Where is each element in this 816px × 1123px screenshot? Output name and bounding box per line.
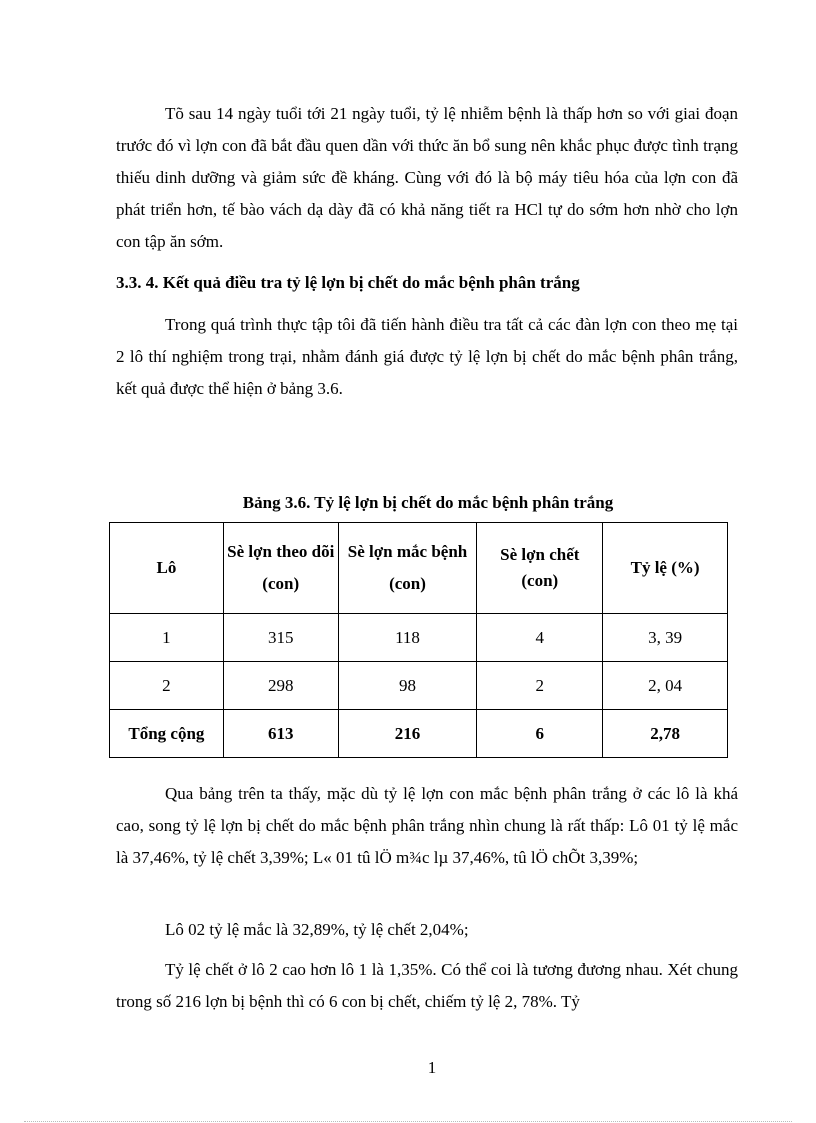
cell-ty-le: 3, 39 <box>603 614 728 662</box>
table-row <box>110 662 728 710</box>
cell-theo-doi: 315 <box>223 614 338 662</box>
header-chet-label: Sè lợn chết <box>500 545 580 564</box>
header-lo: Lô <box>110 523 224 614</box>
paragraph-survey <box>116 309 738 405</box>
paragraph-text: Qua bảng trên ta thấy, mặc dù tỷ lệ lợn con mắc bệnh phân trắng ở các lô là khá cao, song tỷ lệ lợn bị chết do mắc bệnh phân trắng nhìn chung là rất thấp: Lô 01 tỷ lệ mắc là 37,46%, tỷ lệ chết 3,39%; L« 01 tû lÖ m¾c lµ 37,46%, tû lÖ chÕt 3,39%; <box>116 784 738 867</box>
header-theo-doi-unit: (con) <box>262 574 300 593</box>
cell-ty-le: 2, 04 <box>603 662 728 710</box>
footer-divider <box>24 1121 792 1122</box>
cell-total-theo-doi: 613 <box>223 710 338 758</box>
data-table <box>109 522 728 758</box>
cell-total-ty-le: 2,78 <box>603 710 728 758</box>
header-theo-doi <box>223 523 338 614</box>
paragraph-intro-age <box>116 98 738 258</box>
table-row <box>110 614 728 662</box>
paragraph-text: Tõ sau 14 ngày tuổi tới 21 ngày tuổi, tỷ lệ nhiễm bệnh là thấp hơn so với giai đoạn trước đó vì lợn con đã bắt đầu quen dần với thức ăn bổ sung nên khắc phục được tình trạng thiếu dinh dưỡng và giảm sức đề kháng. Cùng với đó là bộ máy tiêu hóa của lợn con đã phát triển hơn, tế bào vách dạ dày đã có khả năng tiết ra HCl tự do sớm hơn nhờ cho lợn con tập ăn sớm. <box>116 104 738 251</box>
header-chet <box>477 523 603 614</box>
cell-chet: 2 <box>477 662 603 710</box>
cell-lo: 1 <box>110 614 224 662</box>
cell-total-chet: 6 <box>477 710 603 758</box>
page-number: 1 <box>427 1058 437 1077</box>
cell-total-label: Tổng cộng <box>110 710 224 758</box>
table-header-row <box>110 523 728 614</box>
header-theo-doi-label: Sè lợn theo dõi <box>227 542 335 561</box>
cell-mac-benh: 98 <box>338 662 477 710</box>
cell-mac-benh: 118 <box>338 614 477 662</box>
header-ty-le: Tỷ lệ (%) <box>603 523 728 614</box>
header-mac-benh-label: Sè lợn mắc bệnh <box>347 542 468 561</box>
paragraph-comparison <box>116 954 738 1018</box>
table-caption: Bảng 3.6. Tỷ lệ lợn bị chết do mắc bệnh phân trắng <box>242 493 614 512</box>
paragraph-lot2 <box>116 914 738 946</box>
table-total-row <box>110 710 728 758</box>
paragraph-text: Trong quá trình thực tập tôi đã tiến hành điều tra tất cả các đàn lợn con theo mẹ tại 2 lô thí nghiệm trong trại, nhằm đánh giá được tỷ lệ lợn bị chết do mắc bệnh phân trắng, kết quả được thể hiện ở bảng 3.6. <box>116 315 738 398</box>
header-mac-benh-unit: (con) <box>389 574 426 593</box>
section-heading: 3.3. 4. Kết quả điều tra tỷ lệ lợn bị chết do mắc bệnh phân trắng <box>116 273 580 292</box>
paragraph-text: Lô 02 tỷ lệ mắc là 32,89%, tỷ lệ chết 2,04%; <box>165 920 469 939</box>
cell-chet: 4 <box>477 614 603 662</box>
cell-total-mac-benh: 216 <box>338 710 477 758</box>
cell-lo: 2 <box>110 662 224 710</box>
cell-theo-doi: 298 <box>223 662 338 710</box>
paragraph-analysis <box>116 778 738 874</box>
paragraph-text: Tỷ lệ chết ở lô 2 cao hơn lô 1 là 1,35%. Có thể coi là tương đương nhau. Xét chung trong số 216 lợn bị bệnh thì có 6 con bị chết, chiếm tỷ lệ 2, 78%. Tỷ <box>116 960 738 1011</box>
header-chet-unit: (con) <box>521 571 559 590</box>
header-mac-benh <box>338 523 477 614</box>
